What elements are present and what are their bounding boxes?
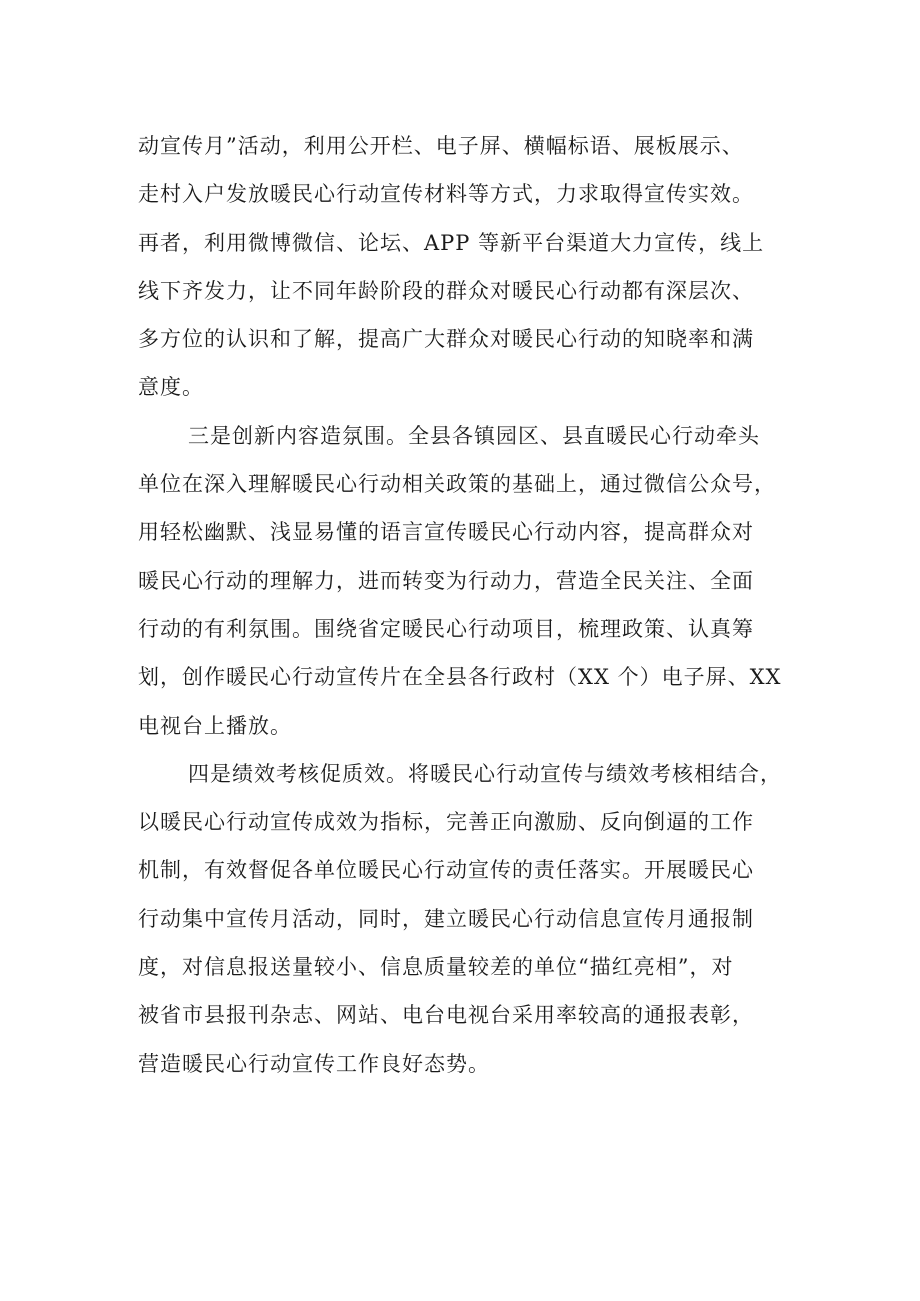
text-line: 四是绩效考核促质效。将暖民心行动宣传与绩效考核相结合， <box>188 761 782 786</box>
document-body <box>138 122 802 1088</box>
text-line: 以暖民心行动宣传成效为指标，完善正向激励、反向倒逼的工作 <box>138 810 754 835</box>
paragraph-3 <box>138 750 802 1088</box>
paragraph-1 <box>138 122 802 412</box>
text-line: 行动的有利氛围。围绕省定暖民心行动项目，梳理政策、认真筹 <box>138 616 754 641</box>
text-line: 机制，有效督促各单位暖民心行动宣传的责任落实。开展暖民心 <box>138 858 754 883</box>
text-line: 划，创作暖民心行动宣传片在全县各行政村（XX 个）电子屏、XX <box>138 665 782 690</box>
text-line: 线下齐发力，让不同年龄阶段的群众对暖民心行动都有深层次、 <box>138 278 754 303</box>
text-line: 多方位的认识和了解，提高广大群众对暖民心行动的知晓率和满 <box>138 327 754 352</box>
text-line: 走村入户发放暖民心行动宣传材料等方式，力求取得宣传实效。 <box>138 182 754 207</box>
text-line: 被省市县报刊杂志、网站、电台电视台采用率较高的通报表彰， <box>138 1003 754 1028</box>
text-line: 行动集中宣传月活动，同时，建立暖民心行动信息宣传月通报制 <box>138 906 754 931</box>
text-line: 意度。 <box>138 375 204 400</box>
text-line: 再者，利用微博微信、论坛、APP 等新平台渠道大力宣传，线上 <box>138 230 765 255</box>
text-line: 度，对信息报送量较小、信息质量较差的单位“描红亮相”，对 <box>138 955 734 980</box>
text-line: 暖民心行动的理解力，进而转变为行动力，营造全民关注、全面 <box>138 568 754 593</box>
text-line: 动宣传月”活动，利用公开栏、电子屏、横幅标语、展板展示、 <box>138 134 744 158</box>
text-line: 营造暖民心行动宣传工作良好态势。 <box>138 1051 490 1076</box>
text-line: 单位在深入理解暖民心行动相关政策的基础上，通过微信公众号， <box>138 472 776 497</box>
text-line: 电视台上播放。 <box>138 713 292 738</box>
text-line: 三是创新内容造氛围。全县各镇园区、县直暖民心行动牵头 <box>188 423 760 448</box>
paragraph-2 <box>138 412 802 750</box>
text-line: 用轻松幽默、浅显易懂的语言宣传暖民心行动内容，提高群众对 <box>138 520 754 545</box>
